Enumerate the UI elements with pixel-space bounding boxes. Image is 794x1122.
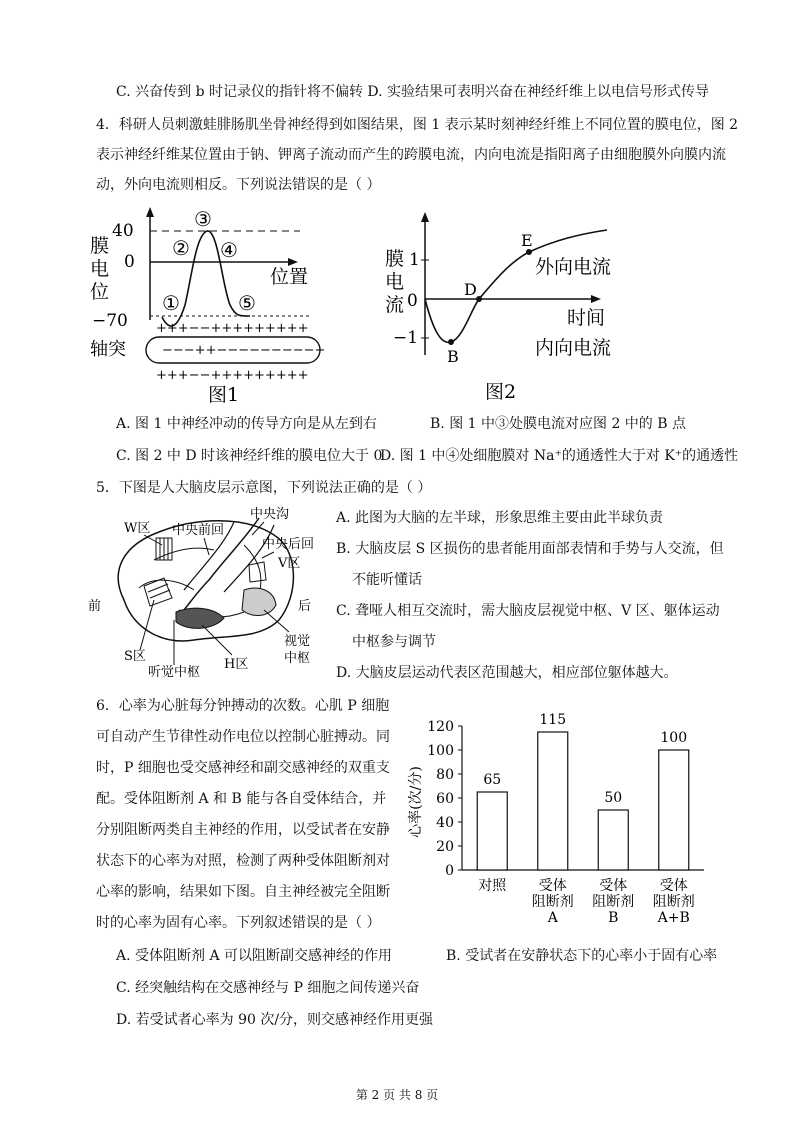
q6-stem-4: 配。受体阻断剂 A 和 B 能与各自受体结合，并 xyxy=(96,791,387,807)
q5-option-c-2: 中枢参与调节 xyxy=(352,634,436,650)
fig1-charges-top: +++−−+++++++++ xyxy=(156,321,309,336)
page-footer: 第 2 页 共 8 页 xyxy=(355,1088,439,1102)
q4-option-b: B. 图 1 中③处膜电流对应图 2 中的 B 点 xyxy=(430,416,686,432)
q5-option-b-1: B. 大脑皮层 S 区损伤的患者能用面部表情和手势与人交流，但 xyxy=(336,541,724,557)
brain-label-hearing: 听觉中枢 xyxy=(148,665,201,680)
fig2-point-b: B xyxy=(447,347,459,366)
q5-stem: 5．下图是人大脑皮层示意图，下列说法正确的是（ ） xyxy=(96,480,432,496)
q6-stem-5: 分别阻断两类自主神经的作用，以受试者在安静 xyxy=(96,822,390,838)
figure-2 xyxy=(385,210,625,405)
fig1-marker-4: ④ xyxy=(220,238,238,262)
fig2-ylabel-2: 电 xyxy=(385,271,405,293)
fig2-point-d: D xyxy=(464,280,477,299)
fig2-ym1: −1 xyxy=(393,328,419,348)
fig1-y40: 40 xyxy=(112,221,134,241)
q6-stem-1: 6．心率为心脏每分钟搏动的次数。心肌 P 细胞 xyxy=(96,698,390,714)
q4-option-d: D. 图 1 中④处细胞膜对 Na⁺的通透性大于对 K⁺的通透性 xyxy=(380,448,739,464)
q4-stem-3: 动，外向电流则相反。下列说法错误的是（ ） xyxy=(96,177,381,193)
figure-1 xyxy=(90,205,350,405)
q6-option-a: A. 受体阻断剂 A 可以阻断副交感神经的作用 xyxy=(116,948,393,964)
q3-option-cd: C. 兴奋传到 b 时记录仪的指针将不偏转 D. 实验结果可表明兴奋在神经纤维上以电信号形式传导 xyxy=(116,84,710,100)
fig1-caption: 图1 xyxy=(208,384,240,405)
q5-option-c-1: C. 聋哑人相互交流时，需大脑皮层视觉中枢、V 区、躯体运动 xyxy=(336,603,720,619)
chart-ytick-label: 40 xyxy=(436,815,454,831)
brain-label-sulcus: 中央沟 xyxy=(250,507,290,522)
fig1-axon-label: 轴突 xyxy=(90,339,126,360)
chart-bar xyxy=(598,810,628,870)
brain-label-back: 后 xyxy=(298,599,312,614)
chart-category-label: 对照 xyxy=(478,878,507,894)
fig1-charges-inner: −−−++−−−−−−−−−− xyxy=(162,343,326,358)
chart-ylabel: 心率(次/分) xyxy=(408,766,424,838)
q4-stem-2: 表示神经纤维某位置由于钠、钾离子流动而产生的跨膜电流，内向电流是指阳离子由细胞膜外向膜内流 xyxy=(96,147,726,163)
q5-option-a: A. 此图为大脑的左半球，形象思维主要由此半球负责 xyxy=(336,510,664,526)
chart-ytick-label: 60 xyxy=(436,791,454,807)
q6-stem-3: 时，P 细胞也受交感神经和副交感神经的双重支 xyxy=(96,760,390,776)
brain-label-back-gyrus: 中央后回 xyxy=(262,537,315,552)
fig1-charges-bottom: +++−−+++++++++ xyxy=(156,368,309,383)
brain-label-front: 前 xyxy=(88,599,102,614)
brain-label-front-gyrus: 中央前回 xyxy=(172,523,225,538)
chart-category-label: 受体 xyxy=(659,878,688,894)
brain-figure xyxy=(84,500,324,680)
brain-label-w: W区 xyxy=(124,521,151,536)
fig1-y0: 0 xyxy=(124,252,135,272)
chart-category-label: 阻断剂 xyxy=(531,894,574,910)
q6-option-c: C. 经突触结构在交感神经与 P 细胞之间传递兴奋 xyxy=(116,980,420,996)
chart-ytick-label: 100 xyxy=(427,743,454,759)
chart-ytick-label: 80 xyxy=(436,767,454,783)
chart-category-label: B xyxy=(608,910,619,926)
chart-bar xyxy=(538,732,568,870)
chart-category-label: A xyxy=(547,910,558,926)
q4-stem-1: 4．科研人员刺激蛙腓肠肌坐骨神经得到如图结果，图 1 表示某时刻神经纤维上不同位置的膜电位，图 2 xyxy=(96,117,739,133)
fig2-y0: 0 xyxy=(407,291,418,311)
fig1-ylabel-3: 位 xyxy=(90,281,110,303)
q4-option-c: C. 图 2 中 D 时该神经纤维的膜电位大于 0 xyxy=(116,448,383,464)
chart-data-label: 100 xyxy=(660,730,688,746)
q4-option-a: A. 图 1 中神经冲动的传导方向是从左到右 xyxy=(116,416,377,432)
fig2-xlabel: 时间 xyxy=(567,307,606,329)
brain-label-s: S区 xyxy=(124,649,146,664)
q5-option-b-2: 不能听懂话 xyxy=(352,572,422,588)
brain-label-h: H区 xyxy=(224,657,249,672)
q6-stem-7: 心率的影响，结果如下图。自主神经被完全阻断 xyxy=(96,884,390,900)
chart-category-label: A+B xyxy=(657,910,690,926)
chart-category-label: 受体 xyxy=(599,878,628,894)
fig1-ylabel-1: 膜 xyxy=(90,235,110,257)
q6-stem-2: 可自动产生节律性动作电位以控制心脏搏动。同 xyxy=(96,729,390,745)
fig2-point-e: E xyxy=(521,231,533,250)
fig2-ylabel-3: 流 xyxy=(385,294,405,316)
q5-option-d: D. 大脑皮层运动代表区范围越大，相应部位躯体越大。 xyxy=(336,665,678,681)
fig1-ym70: −70 xyxy=(92,311,128,331)
q6-option-d: D. 若受试者心率为 90 次/分，则交感神经作用更强 xyxy=(116,1012,434,1028)
chart-data-label: 50 xyxy=(604,790,623,806)
chart-data-label: 115 xyxy=(539,712,567,728)
fig1-xlabel: 位置 xyxy=(270,266,309,288)
chart-bar xyxy=(477,792,507,870)
fig1-ylabel-2: 电 xyxy=(90,258,110,280)
fig1-marker-3: ③ xyxy=(194,207,212,231)
fig1-marker-2: ② xyxy=(172,236,190,260)
chart-ytick-label: 0 xyxy=(445,863,454,879)
fig1-marker-5: ⑤ xyxy=(238,291,256,315)
q6-option-b: B. 受试者在安静状态下的心率小于固有心率 xyxy=(446,948,718,964)
brain-label-visual-2: 中枢 xyxy=(284,651,311,666)
fig2-outward-label: 外向电流 xyxy=(535,256,612,278)
brain-label-v: V区 xyxy=(278,556,301,571)
fig2-caption: 图2 xyxy=(485,381,517,403)
chart-bar xyxy=(659,750,689,870)
fig2-ylabel-1: 膜 xyxy=(385,248,405,270)
chart-category-label: 阻断剂 xyxy=(652,894,695,910)
chart-data-label: 65 xyxy=(483,772,502,788)
fig2-inward-label: 内向电流 xyxy=(535,337,612,359)
fig2-y1: 1 xyxy=(409,250,420,270)
brain-label-visual-1: 视觉 xyxy=(284,634,311,649)
q6-stem-6: 状态下的心率为对照，检测了两种受体阻断剂对 xyxy=(96,853,390,869)
chart-ytick-label: 20 xyxy=(436,839,454,855)
fig1-marker-1: ① xyxy=(162,291,180,315)
chart-ytick-label: 120 xyxy=(427,719,454,735)
chart-category-label: 受体 xyxy=(538,878,567,894)
heart-rate-bar-chart xyxy=(398,712,718,930)
q6-stem-8: 时的心率为固有心率。下列叙述错误的是（ ） xyxy=(96,915,381,931)
chart-category-label: 阻断剂 xyxy=(592,894,635,910)
